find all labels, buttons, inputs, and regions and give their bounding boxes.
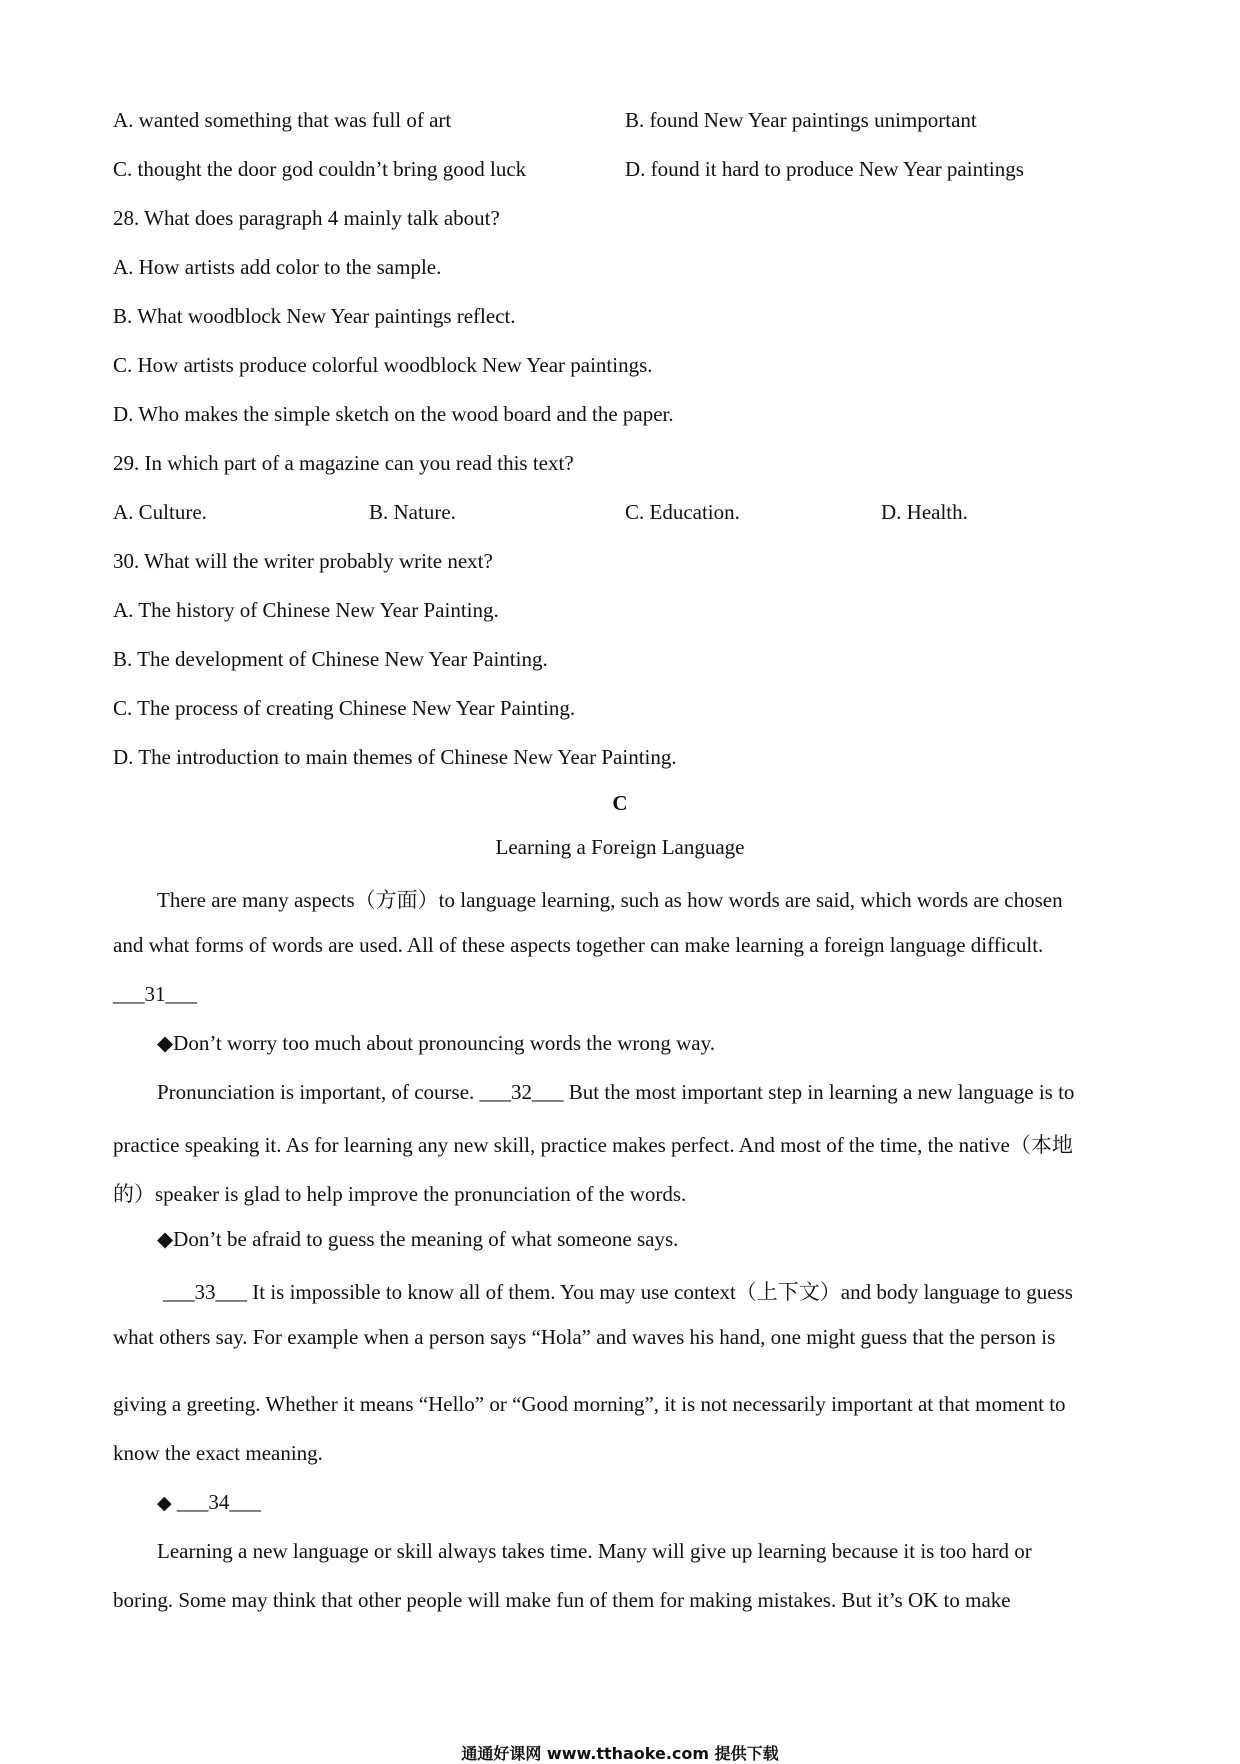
tip-heading [157, 1490, 261, 1515]
blank-34: ___34___ [176, 1490, 261, 1514]
q30-option-a: A. The history of Chinese New Year Painting. [113, 598, 499, 622]
passage-line [157, 1080, 1074, 1105]
section-letter: C [612, 791, 628, 815]
passage-line: boring. Some may think that other people will make fun of them for making mistakes. But it’s OK to make [113, 1588, 1011, 1612]
tip-heading: ◆Don’t be afraid to guess the meaning of what someone says. [157, 1227, 679, 1251]
passage-line: Learning a new language or skill always takes time. Many will give up learning because it is too hard or [157, 1539, 1032, 1563]
passage-line: 的）speaker is glad to help improve the pronunciation of the words. [113, 1182, 687, 1206]
q27-option-c: C. thought the door god couldn’t bring good luck [113, 157, 527, 181]
q27-option-b: B. found New Year paintings unimportant [625, 108, 977, 132]
passage-line [163, 1276, 1073, 1306]
q28-question: 28. What does paragraph 4 mainly talk about? [113, 206, 500, 230]
passage-line: know the exact meaning. [113, 1441, 323, 1465]
passage-line: and what forms of words are used. All of these aspects together can make learning a foreign language difficult. [113, 933, 1044, 957]
q29-option-b: B. Nature. [369, 500, 456, 524]
q29-question: 29. In which part of a magazine can you read this text? [113, 451, 574, 475]
q30-option-c: C. The process of creating Chinese New Year Painting. [113, 696, 576, 720]
q29-option-a: A. Culture. [113, 500, 207, 524]
q28-option-a: A. How artists add color to the sample. [113, 255, 442, 279]
tip-heading: ◆Don’t worry too much about pronouncing words the wrong way. [157, 1031, 715, 1055]
passage-text: Pronunciation is important, of course. [157, 1080, 480, 1104]
q30-question: 30. What will the writer probably write next? [113, 549, 493, 573]
q29-option-d: D. Health. [881, 500, 968, 524]
passage-line: what others say. For example when a person says “Hola” and waves his hand, one might guess that the person is [113, 1325, 1056, 1349]
blank-31: ___31___ [113, 982, 197, 1006]
q29-option-c: C. Education. [625, 500, 740, 524]
passage-text: But the most important step in learning a new language is to [563, 1080, 1075, 1104]
q28-option-d: D. Who makes the simple sketch on the wood board and the paper. [113, 402, 674, 426]
q30-option-b: B. The development of Chinese New Year Painting. [113, 647, 548, 671]
blank-33: ___33___ [163, 1280, 247, 1304]
q27-option-a: A. wanted something that was full of art [113, 108, 452, 132]
passage-line: giving a greeting. Whether it means “Hello” or “Good morning”, it is not necessarily important at that moment to [113, 1392, 1066, 1416]
passage-line: practice speaking it. As for learning any new skill, practice makes perfect. And most of the time, the native（本地 [113, 1133, 1073, 1157]
page-footer: 通通好课网 www.tthaoke.com 提供下载 [461, 1744, 779, 1763]
diamond-icon: ◆ [157, 1492, 172, 1514]
q27-option-d: D. found it hard to produce New Year paintings [625, 157, 1024, 181]
section-title: Learning a Foreign Language [495, 835, 745, 859]
q30-option-d: D. The introduction to main themes of Chinese New Year Painting. [113, 745, 677, 769]
q28-option-b: B. What woodblock New Year paintings reflect. [113, 304, 516, 328]
q28-option-c: C. How artists produce colorful woodblock New Year paintings. [113, 353, 653, 377]
passage-line: There are many aspects（方面）to language learning, such as how words are said, which words are chosen [157, 888, 1063, 912]
blank-32: ___32___ [479, 1080, 564, 1104]
passage-text: It is impossible to know all of them. You may use context（上下文）and body language to guess [247, 1280, 1073, 1304]
